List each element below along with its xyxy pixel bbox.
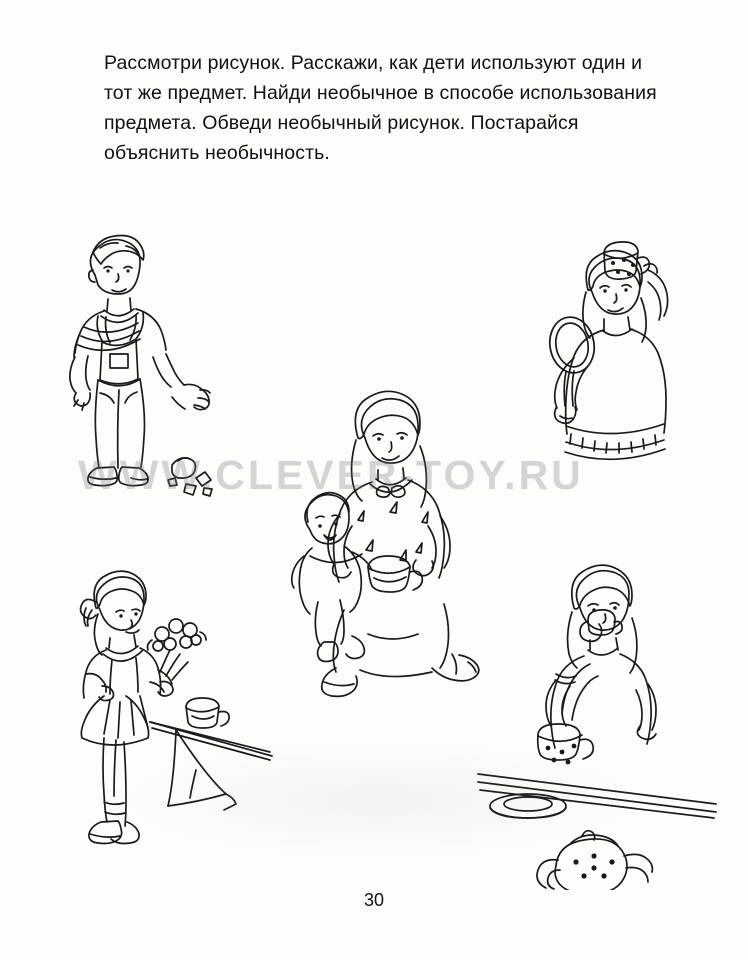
watermark-text: WWW.CLEVER-TOY.RU (78, 452, 584, 498)
scene-boy-broken-cup (70, 236, 212, 497)
scene-girl-cup-on-head (545, 242, 667, 459)
page-number: 30 (363, 890, 385, 910)
scene-girl-feeding-doll (292, 391, 479, 696)
instruction-paragraph: Рассмотри рисунок. Расскажи, как дети используют один и тот же предмет. Найди необычное в способе использования предмета. Обведи необычный рисунок. Постарайся объяснить необычность. (104, 52, 657, 164)
scene-girl-flowers-vase (81, 571, 272, 843)
scene-girl-drinking-tea (478, 565, 716, 818)
instruction-text (104, 48, 660, 168)
illustration-figure (0, 230, 748, 890)
